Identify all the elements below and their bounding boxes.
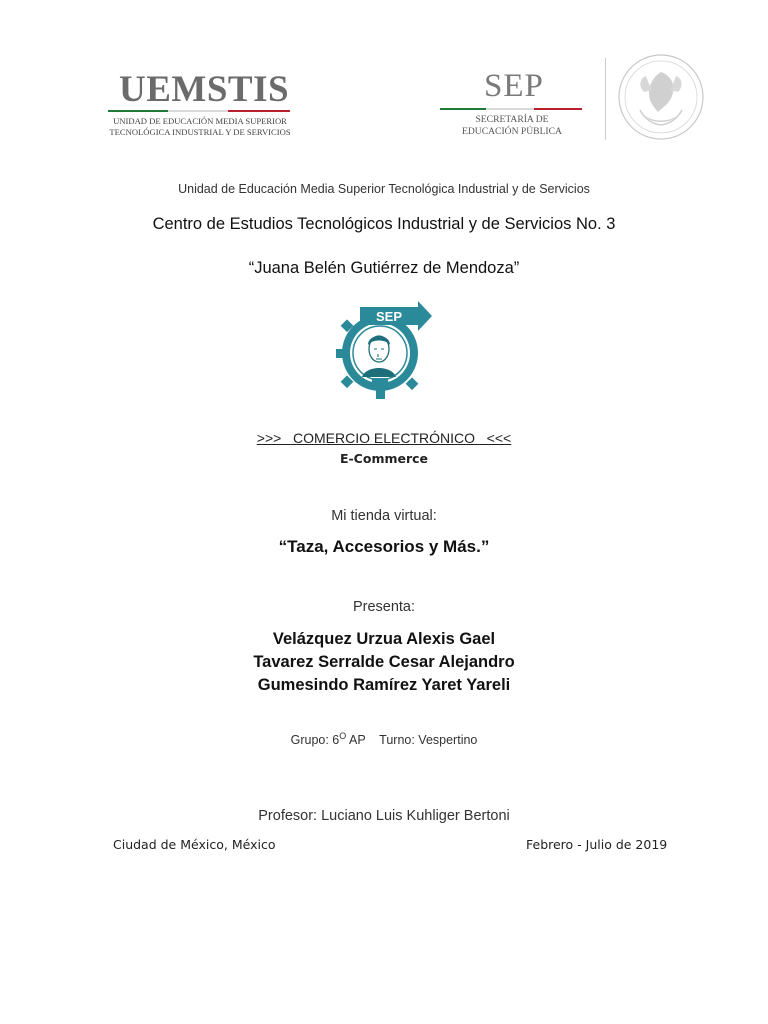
coat-of-arms-icon: [616, 52, 706, 142]
center-title: Centro de Estudios Tecnológicos Industrial y de Servicios No. 3: [152, 215, 616, 233]
sep-green-bar: [440, 108, 486, 110]
author-name: Velázquez Urzua Alexis Gael: [272, 630, 496, 648]
uemstis-logo: [104, 66, 296, 142]
authors-list: [0, 628, 768, 697]
sep-logo: [438, 68, 586, 142]
presenta-label: Presenta:: [352, 599, 416, 615]
uemstis-white-bar: [168, 110, 228, 112]
unit-title: Unidad de Educación Media Superior Tecnológica Industrial y de Servicios: [178, 182, 590, 196]
sep-subtitle-line1: SECRETARÍA DE: [475, 114, 549, 125]
sep-white-bar: [486, 108, 534, 110]
professor-name: Profesor: Luciano Luis Kuhliger Bertoni: [258, 808, 510, 824]
footer-period: Febrero - Julio de 2019: [526, 837, 668, 852]
course-title: [0, 430, 768, 446]
group-suffix: AP Turno: Vespertino: [346, 733, 478, 747]
group-prefix: Grupo: 6: [290, 733, 340, 747]
uemstis-subtitle-line1: UNIDAD DE EDUCACIÓN MEDIA SUPERIOR: [113, 116, 287, 126]
author-name: Gumesindo Ramírez Yaret Yareli: [257, 676, 511, 694]
course-subtitle: E-Commerce: [339, 451, 429, 466]
uemstis-green-bar: [108, 110, 168, 112]
sep-wordmark: SEP: [484, 68, 544, 104]
school-logo: [334, 299, 434, 405]
uemstis-wordmark: UEMSTIS: [119, 69, 290, 110]
author-name: Tavarez Serralde Cesar Alejandro: [253, 653, 515, 671]
sep-red-bar: [534, 108, 582, 110]
school-name: “Juana Belén Gutiérrez de Mendoza”: [248, 259, 520, 277]
course-title-text: >>> COMERCIO ELECTRÓNICO <<<: [256, 430, 512, 446]
group-info: [0, 731, 768, 747]
store-label: Mi tienda virtual:: [331, 508, 437, 524]
header-divider: [605, 58, 606, 140]
footer-city: Ciudad de México, México: [113, 837, 276, 852]
uemstis-red-bar: [228, 110, 290, 112]
uemstis-subtitle-line2: TECNOLÓGICA INDUSTRIAL Y DE SERVICIOS: [109, 127, 291, 137]
group-degree: O: [339, 731, 347, 741]
school-logo-text: SEP: [375, 309, 403, 324]
store-name: “Taza, Accesorios y Más.”: [278, 537, 490, 556]
sep-subtitle-line2: EDUCACIÓN PÚBLICA: [462, 126, 562, 137]
